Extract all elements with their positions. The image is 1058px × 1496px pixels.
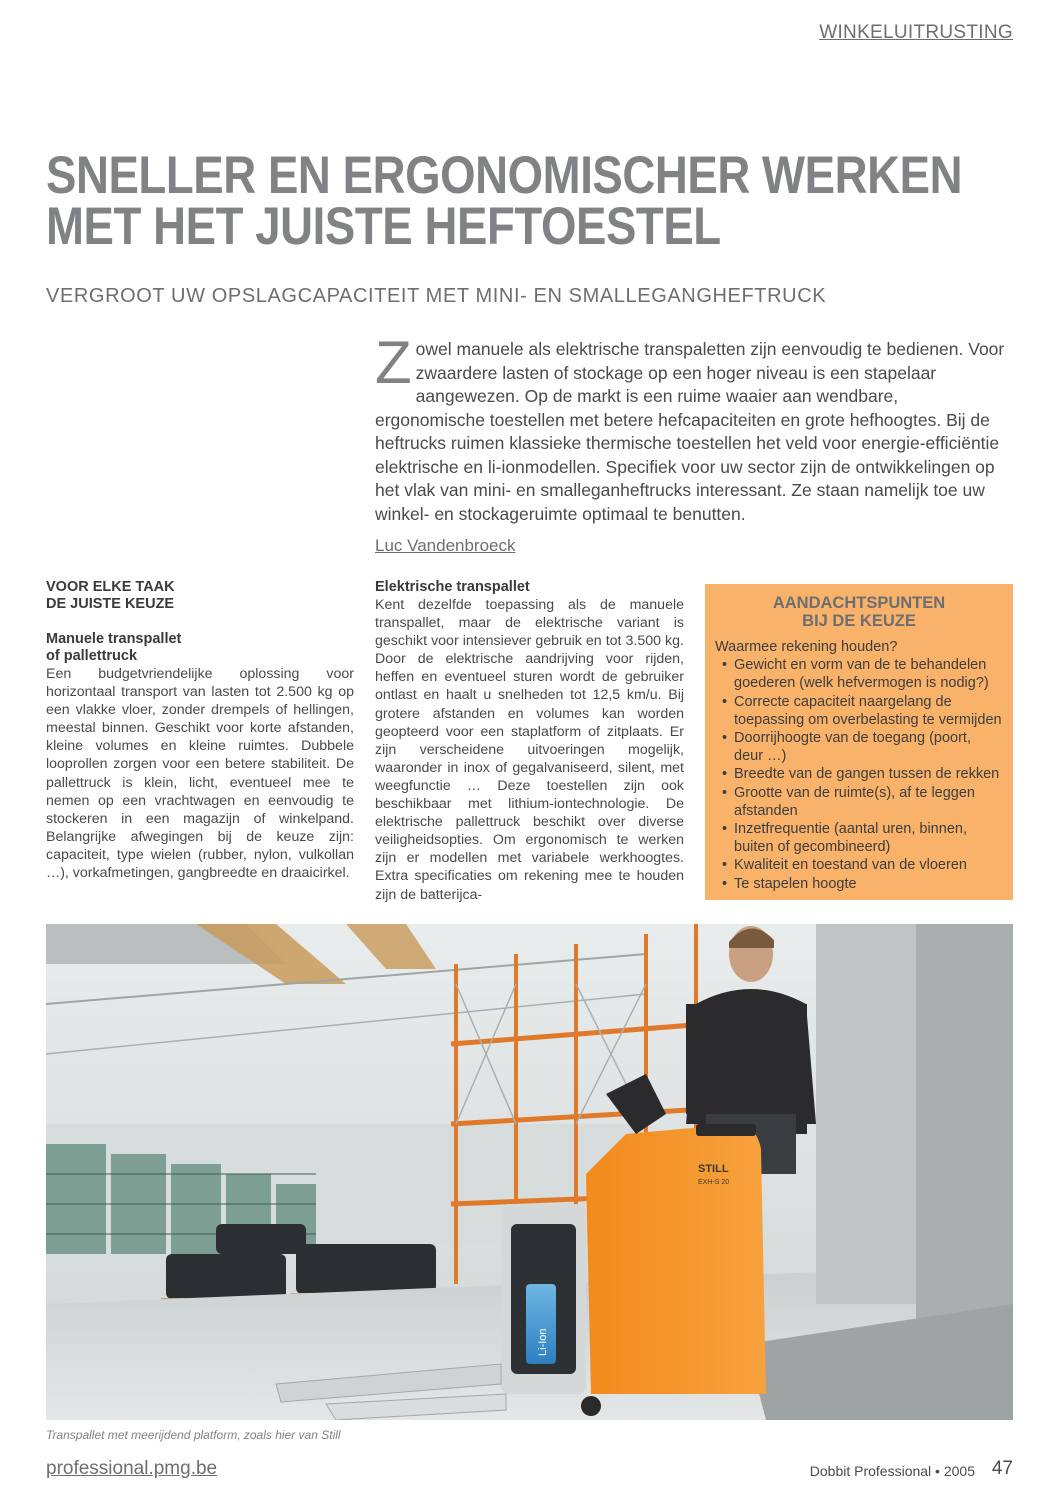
truck-brand-label: STILL	[698, 1163, 729, 1175]
sidebar-list	[715, 656, 1003, 893]
title-line-2: MET HET JUISTE HEFTOESTEL	[46, 197, 721, 256]
sidebar-list-item	[715, 856, 1003, 874]
sidebar-item-text: Inzetfrequentie (aantal uren, binnen, buiten of gecombineerd)	[734, 821, 967, 856]
bullet: •	[722, 730, 728, 747]
subsection-heading	[46, 631, 354, 665]
sidebar-item-text: Grootte van de ruimte(s), af te leggen afstanden	[734, 784, 975, 819]
sidebar-list-item	[715, 875, 1003, 893]
bullet: •	[722, 784, 728, 801]
photo-caption: Transpallet met meerijdend platform, zoals hier van Still	[46, 1428, 341, 1442]
sidebar-list-item	[715, 820, 1003, 856]
article-title	[46, 146, 963, 256]
sidebar-item-text: Correcte capaciteit naargelang de toepassing om overbelasting te vermijden	[734, 693, 1002, 728]
footer-url-link[interactable]: professional.pmg.be	[46, 1458, 218, 1479]
subsection-heading-electric: Elektrische transpallet	[375, 579, 530, 595]
section-tag: WINKELUITRUSTING	[819, 22, 1013, 43]
intro-dropcap: Z	[375, 329, 412, 396]
sidebar-item-text: Doorrijhoogte van de toegang (poort, deur …)	[734, 730, 971, 765]
bullet: •	[722, 857, 728, 874]
subsection-heading-line-2: of pallettruck	[46, 648, 138, 664]
title-line-1: SNELLER EN ERGONOMISCHER WERKEN	[46, 146, 963, 205]
sidebar-list-item	[715, 765, 1003, 783]
column-middle	[375, 579, 684, 904]
sidebar-title-line-2: BIJ DE KEUZE	[802, 612, 916, 630]
article-author: Luc Vandenbroeck	[375, 536, 516, 555]
truck-model-label: EXH-S 20	[698, 1179, 730, 1186]
sidebar-title	[715, 594, 1003, 630]
sidebar-intro: Waarmee rekening houden?	[715, 639, 898, 655]
sidebar-box	[705, 584, 1013, 900]
column-left	[46, 579, 354, 882]
sidebar-list-item	[715, 693, 1003, 729]
section-heading	[46, 579, 354, 613]
footer-publication: Dobbit Professional • 2005	[809, 1463, 975, 1479]
sidebar-item-text: Te stapelen hoogte	[734, 875, 857, 892]
sidebar-item-text: Breedte van de gangen tussen de rekken	[734, 766, 1000, 783]
warehouse-photo-illustration	[46, 924, 1013, 1420]
article-intro	[375, 329, 1011, 526]
sidebar-list-item	[715, 784, 1003, 820]
bullet: •	[722, 766, 728, 783]
sidebar-list-item	[715, 656, 1003, 692]
battery-label: Li-Ion	[537, 1328, 549, 1356]
bullet: •	[722, 821, 728, 838]
bullet: •	[722, 693, 728, 710]
bullet: •	[722, 657, 728, 674]
article-subtitle: VERGROOT UW OPSLAGCAPACITEIT MET MINI- EN SMALLEGANGHEFTRUCK	[46, 285, 827, 307]
subsection-heading-line-1: Manuele transpallet	[46, 631, 182, 647]
warehouse-photo	[46, 924, 1013, 1420]
section-heading-line-1: VOOR ELKE TAAK	[46, 579, 175, 595]
page-number: 47	[991, 1458, 1013, 1479]
sidebar-list-item	[715, 729, 1003, 765]
column-middle-body: Kent dezelfde toepassing als de manuele transpallet, maar de elektrische variant is geschikt voor intensiever gebruik en tot 3.500 kg. Door de elektrische aandrijving voor rijden, heffen en eventueel sturen wordt de gebruiker ontlast en haalt u snelheden tot 12,5 km/u. Bij grotere afstanden en volumes kan worden geopteerd voor een staplatform of zitplaats. Er zijn verscheidene uitvoeringen mogelijk, waaronder in inox of gegalvaniseerd, silent, met weegfunctie … Deze toestellen zijn ook beschikbaar met lithium-iontechnologie. De elektrische pallettruck beschikt over diverse veiligheidsopties. Om ergonomisch te werken zijn er modellen met variabele werkhoogtes. Extra specificaties om rekening mee te houden zijn de batterijca-	[375, 597, 684, 903]
intro-text: owel manuele als elektrische transpaletten zijn eenvoudig te bedienen. Voor zwaardere lasten of stockage op een hoger niveau is een stapelaar aangewezen. Op de markt is een ruime waaier aan wendbare, ergonomische toestellen met betere hefcapaciteiten en grote hefhoogtes. Bij de heftrucks ruimen klassieke thermische toestellen het veld voor energie-efficiëntie elektrische en li-ionmodellen. Specifiek voor uw sector zijn de ontwikkelingen op het vlak van mini- en smalleganheftrucks interessant. Ze staan namelijk toe uw winkel- en stockageruimte optimaal te benutten.	[375, 339, 1005, 524]
sidebar-item-text: Gewicht en vorm van de te behandelen goederen (welk hefvermogen is nodig?)	[734, 657, 989, 692]
column-left-body: Een budgetvriendelijke oplossing voor horizontaal transport van lasten tot 2.500 kg op een vlakke vloer, zonder drempels of hellingen, meestal binnen. Geschikt voor korte afstanden, kleine volumes en kleine ruimtes. Dubbele looprollen zorgen voor een betere stabiliteit. De pallettruck is klein, licht, eventueel mee te nemen op een vrachtwagen en eenvoudig te stockeren in een magazijn of winkelpand. Belangrijke afwegingen bij de keuze zijn: capaciteit, type wielen (rubber, nylon, vulkollan …), vorkafmetingen, gangbreedte en draaicirkel.	[46, 666, 354, 882]
section-heading-line-2: DE JUISTE KEUZE	[46, 596, 175, 612]
sidebar-title-line-1: AANDACHTSPUNTEN	[772, 594, 946, 612]
bullet: •	[722, 875, 728, 892]
sidebar-item-text: Kwaliteit en toestand van de vloeren	[734, 857, 967, 874]
